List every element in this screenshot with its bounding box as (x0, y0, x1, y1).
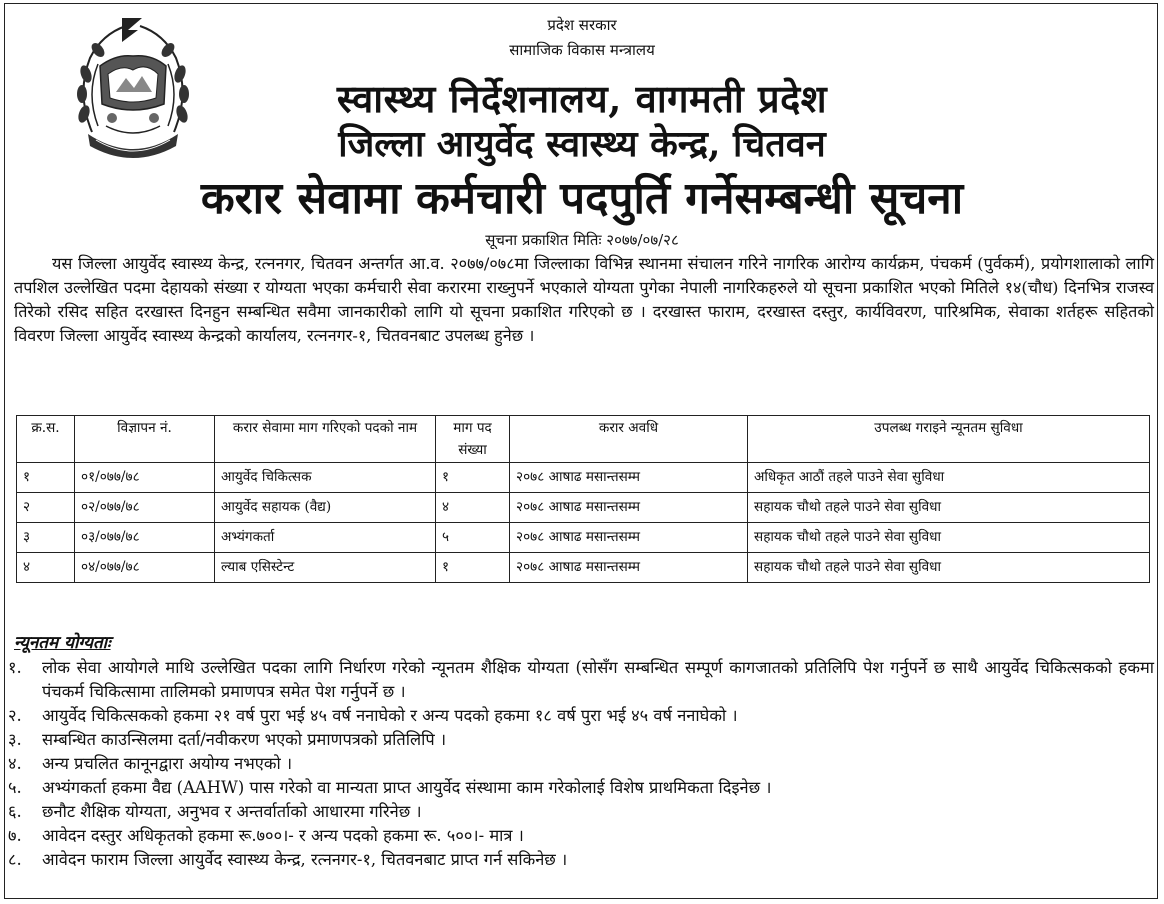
table-header-row (17, 416, 1150, 463)
col-header-ad-no: विज्ञापन नं. (75, 416, 215, 463)
cell-post-name: ल्याब एसिस्टेन्ट (215, 553, 436, 583)
office-heading: जिल्ला आयुर्वेद स्वास्थ्य केन्द्र, चितवन (338, 123, 826, 165)
list-item-number: ८. (8, 850, 22, 869)
cell-post-name: आयुर्वेद सहायक (वैद्य) (215, 493, 436, 523)
col-header-post-name: करार सेवामा माग गरिएको पदको नाम (215, 416, 436, 463)
cell-ad-no: ०३/०७७/७८ (75, 523, 215, 553)
list-item (8, 848, 1154, 872)
list-item-number: ७. (8, 826, 22, 845)
list-item-number: ४. (8, 754, 22, 773)
list-item-text: अभ्यंगकर्ता हकमा वैद्य (AAHW) पास गरेको वा मान्यता प्राप्त आयुर्वेद संस्थामा काम गरेकोलाई विशेष प्राथमिकता दिइनेछ । (42, 778, 772, 797)
table-row (17, 523, 1150, 553)
table-row (17, 553, 1150, 583)
cell-facility: सहायक चौथो तहले पाउने सेवा सुविधा (748, 553, 1150, 583)
notice-title: करार सेवामा कर्मचारी पदपुर्ति गर्नेसम्बन्धी सूचना (200, 173, 964, 224)
list-item-number: ६. (8, 802, 22, 821)
government-label: प्रदेश सरकार (547, 16, 617, 34)
list-item (8, 752, 1154, 776)
cell-ad-no: ०१/०७७/७८ (75, 463, 215, 493)
cell-sn: २ (17, 493, 75, 523)
cell-post-count: १ (436, 553, 510, 583)
cell-post-count: ५ (436, 523, 510, 553)
cell-contract-period: २०७८ आषाढ मसान्तसम्म (510, 523, 748, 553)
cell-facility: अधिकृत आठौं तहले पाउने सेवा सुविधा (748, 463, 1150, 493)
cell-post-name: आयुर्वेद चिकित्सक (215, 463, 436, 493)
col-header-facility: उपलब्ध गराइने न्यूनतम सुविधा (748, 416, 1150, 463)
cell-post-count: १ (436, 463, 510, 493)
qualifications-list (8, 656, 1154, 872)
table-row (17, 463, 1150, 493)
list-item (8, 824, 1154, 848)
notice-paragraph (14, 252, 1154, 348)
cell-facility: सहायक चौथो तहले पाउने सेवा सुविधा (748, 493, 1150, 523)
list-item-number: ५. (8, 778, 22, 797)
published-date: सूचना प्रकाशित मितिः २०७७/०७/२८ (485, 231, 679, 249)
cell-sn: १ (17, 463, 75, 493)
vacancy-table (16, 415, 1150, 583)
cell-facility: सहायक चौथो तहले पाउने सेवा सुविधा (748, 523, 1150, 553)
col-header-contract-period: करार अवधि (510, 416, 748, 463)
cell-ad-no: ०४/०७७/७८ (75, 553, 215, 583)
cell-ad-no: ०२/०७७/७८ (75, 493, 215, 523)
ministry-label: सामाजिक विकास मन्त्रालय (509, 41, 655, 59)
list-item-number: २. (8, 706, 22, 725)
cell-sn: ३ (17, 523, 75, 553)
directorate-heading: स्वास्थ्य निर्देशनालय, वागमती प्रदेश (336, 76, 828, 121)
list-item-text: आवेदन फाराम जिल्ला आयुर्वेद स्वास्थ्य केन्द्र, रत्ननगर-१, चितवनबाट प्राप्त गर्न सकिनेछ । (42, 850, 568, 869)
list-item-text: सम्बन्धित काउन्सिलमा दर्ता/नवीकरण भएको प्रमाणपत्रको प्रतिलिपि । (42, 730, 447, 749)
list-item (8, 776, 1154, 800)
table-row (17, 493, 1150, 523)
list-item (8, 704, 1154, 728)
list-item (8, 728, 1154, 752)
cell-contract-period: २०७८ आषाढ मसान्तसम्म (510, 553, 748, 583)
col-header-post-count: माग पद संख्या (436, 416, 510, 463)
col-header-sn: क्र.स. (17, 416, 75, 463)
list-item-text: आयुर्वेद चिकित्सकको हकमा २१ वर्ष पुरा भई ४५ वर्ष ननाघेको र अन्य पदको हकमा १८ वर्ष पुरा भई ४५ वर्ष ननाघेको । (42, 706, 738, 725)
qualifications-title: न्यूनतम योग्यताः (14, 633, 111, 653)
cell-contract-period: २०७८ आषाढ मसान्तसम्म (510, 493, 748, 523)
cell-sn: ४ (17, 553, 75, 583)
list-item (8, 656, 1154, 704)
cell-contract-period: २०७८ आषाढ मसान्तसम्म (510, 463, 748, 493)
list-item-text: लोक सेवा आयोगले माथि उल्लेखित पदका लागि निर्धारण गरेको न्यूनतम शैक्षिक योग्यता (सोसँग सम्बन्धित सम्पूर्ण कागजातको प्रतिलिपि पेश गर्नुपर्ने छ साथै आयुर्वेद चिकित्सकको हकमा पंचकर्म चिकित्सामा तालिमको प्रमाणपत्र समेत पेश गर्नुपर्ने छ । (42, 658, 1154, 701)
list-item-text: आवेदन दस्तुर अधिकृतको हकमा रू.७००।- र अन्य पदको हकमा रू. ५००।- मात्र । (42, 826, 524, 845)
list-item-text: अन्य प्रचलित कानूनद्वारा अयोग्य नभएको । (42, 754, 293, 773)
list-item-number: ३. (8, 730, 22, 749)
notice-paragraph-text: यस जिल्ला आयुर्वेद स्वास्थ्य केन्द्र, रत्ननगर, चितवन अन्तर्गत आ.व. २०७७/०७८मा जिल्लाका विभिन्न स्थानमा संचालन गरिने नागरिक आरोग्य कार्यक्रम, पंचकर्म (पुर्वकर्म), प्रयोगशालाको लागि तपशिल उल्लेखित पदमा देहायको संख्या र योग्यता भएका कर्मचारी सेवा करारमा राख्नुपर्ने भएकाले योग्यता पुगेका नेपाली नागरिकहरुले यो सूचना प्रकाशित भएको मितिले १४(चौध) दिनभित्र राजस्व तिरेको रसिद सहित दरखास्त दिनहुन सम्बन्धित सवैमा जानकारीको लागि यो सूचना प्रकाशित गरिएको छ । दरखास्त फाराम, दरखास्त दस्तुर, कार्यविवरण, पारिश्रमिक, सेवाका शर्तहरू सहितको विवरण जिल्ला आयुर्वेद स्वास्थ्य केन्द्रको कार्यालय, रत्ननगर-१, चितवनबाट उपलब्ध हुनेछ । (14, 254, 1154, 345)
list-item-text: छनौट शैक्षिक योग्यता, अनुभव र अन्तर्वार्ताको आधारमा गरिनेछ । (42, 802, 422, 821)
cell-post-count: ४ (436, 493, 510, 523)
cell-post-name: अभ्यंगकर्ता (215, 523, 436, 553)
list-item-number: १. (8, 658, 22, 677)
list-item (8, 800, 1154, 824)
